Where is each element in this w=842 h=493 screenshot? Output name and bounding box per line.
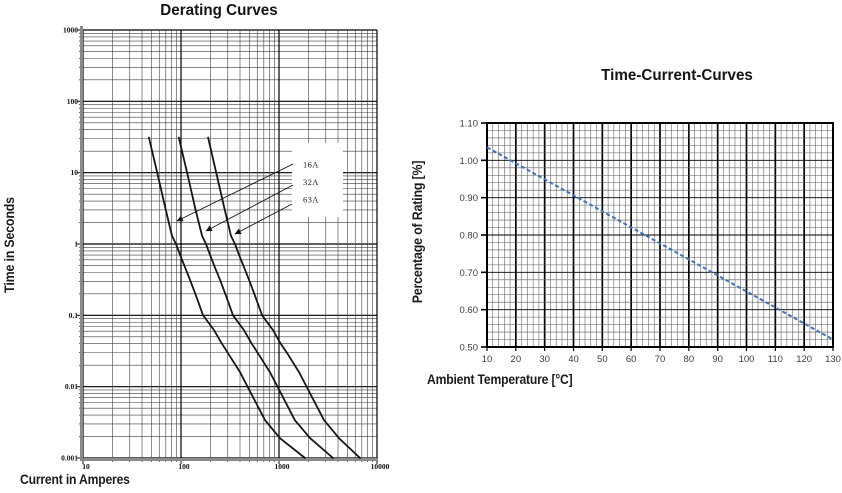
x-tick-label: 40	[568, 354, 579, 365]
arrow-to-63A	[235, 204, 292, 234]
derating-chart-title: Derating Curves	[160, 2, 278, 19]
legend-label-32A: 32A	[303, 177, 319, 187]
x-tick-label: 130	[825, 354, 841, 365]
x-tick-label: 50	[597, 354, 608, 365]
derating-y-axis-title: Time in Seconds	[2, 197, 17, 293]
x-tick-label: 60	[625, 354, 637, 365]
legend-arrows	[177, 164, 293, 234]
y-tick-label: 100	[66, 96, 78, 106]
x-tick-label: 10	[481, 354, 493, 365]
legend	[292, 143, 343, 217]
x-tick-labels	[82, 462, 389, 471]
y-tick-label: 0.01	[64, 382, 78, 392]
y-tick-label: 0.001	[61, 453, 78, 463]
y-tick-labels	[61, 26, 78, 463]
y-tick-label: 0.70	[459, 267, 478, 279]
x-tick-label: 100	[178, 462, 190, 471]
legend-label-63A: 63A	[303, 194, 319, 205]
x-tick-labels	[482, 354, 841, 365]
y-tick-label: 0.50	[459, 342, 478, 354]
x-tick-label: 10	[82, 462, 90, 471]
y-tick-label: 0.90	[459, 193, 478, 205]
x-tick-label: 120	[796, 354, 813, 365]
y-tick-label: 1.10	[459, 118, 478, 130]
x-tick-label: 1000	[274, 462, 290, 471]
derating-x-axis-title: Current in Amperes	[20, 472, 130, 487]
x-tick-label: 110	[767, 354, 783, 365]
x-tick-label: 30	[539, 354, 550, 365]
y-tick-label: 0.60	[459, 305, 478, 317]
x-tick-label: 10000	[370, 462, 390, 471]
x-tick-label: 20	[510, 354, 522, 365]
time-current-x-axis-title: Ambient Temperature [°C]	[427, 372, 573, 387]
time-current-plot	[460, 119, 841, 366]
x-tick-label: 100	[738, 354, 755, 365]
y-tick-label: 1	[74, 239, 78, 249]
derating-plot	[61, 26, 390, 472]
y-tick-label: 0.1	[68, 310, 78, 320]
tc-grid	[487, 123, 833, 347]
derating-grid	[77, 30, 377, 464]
legend-label-16A: 16A	[303, 159, 319, 170]
y-tick-label: 1000	[63, 25, 78, 35]
x-tick-label: 70	[654, 354, 666, 365]
y-tick-labels	[460, 119, 479, 354]
x-tick-label: 80	[683, 354, 695, 365]
x-tick-label: 90	[712, 354, 723, 365]
y-tick-label: 0.80	[459, 230, 478, 242]
time-current-y-axis-title: Percentage of Rating [%]	[410, 160, 425, 304]
y-tick-label: 1.00	[459, 155, 478, 167]
time-current-chart-title: Time-Current-Curves	[601, 67, 753, 84]
y-tick-label: 10	[70, 168, 78, 178]
